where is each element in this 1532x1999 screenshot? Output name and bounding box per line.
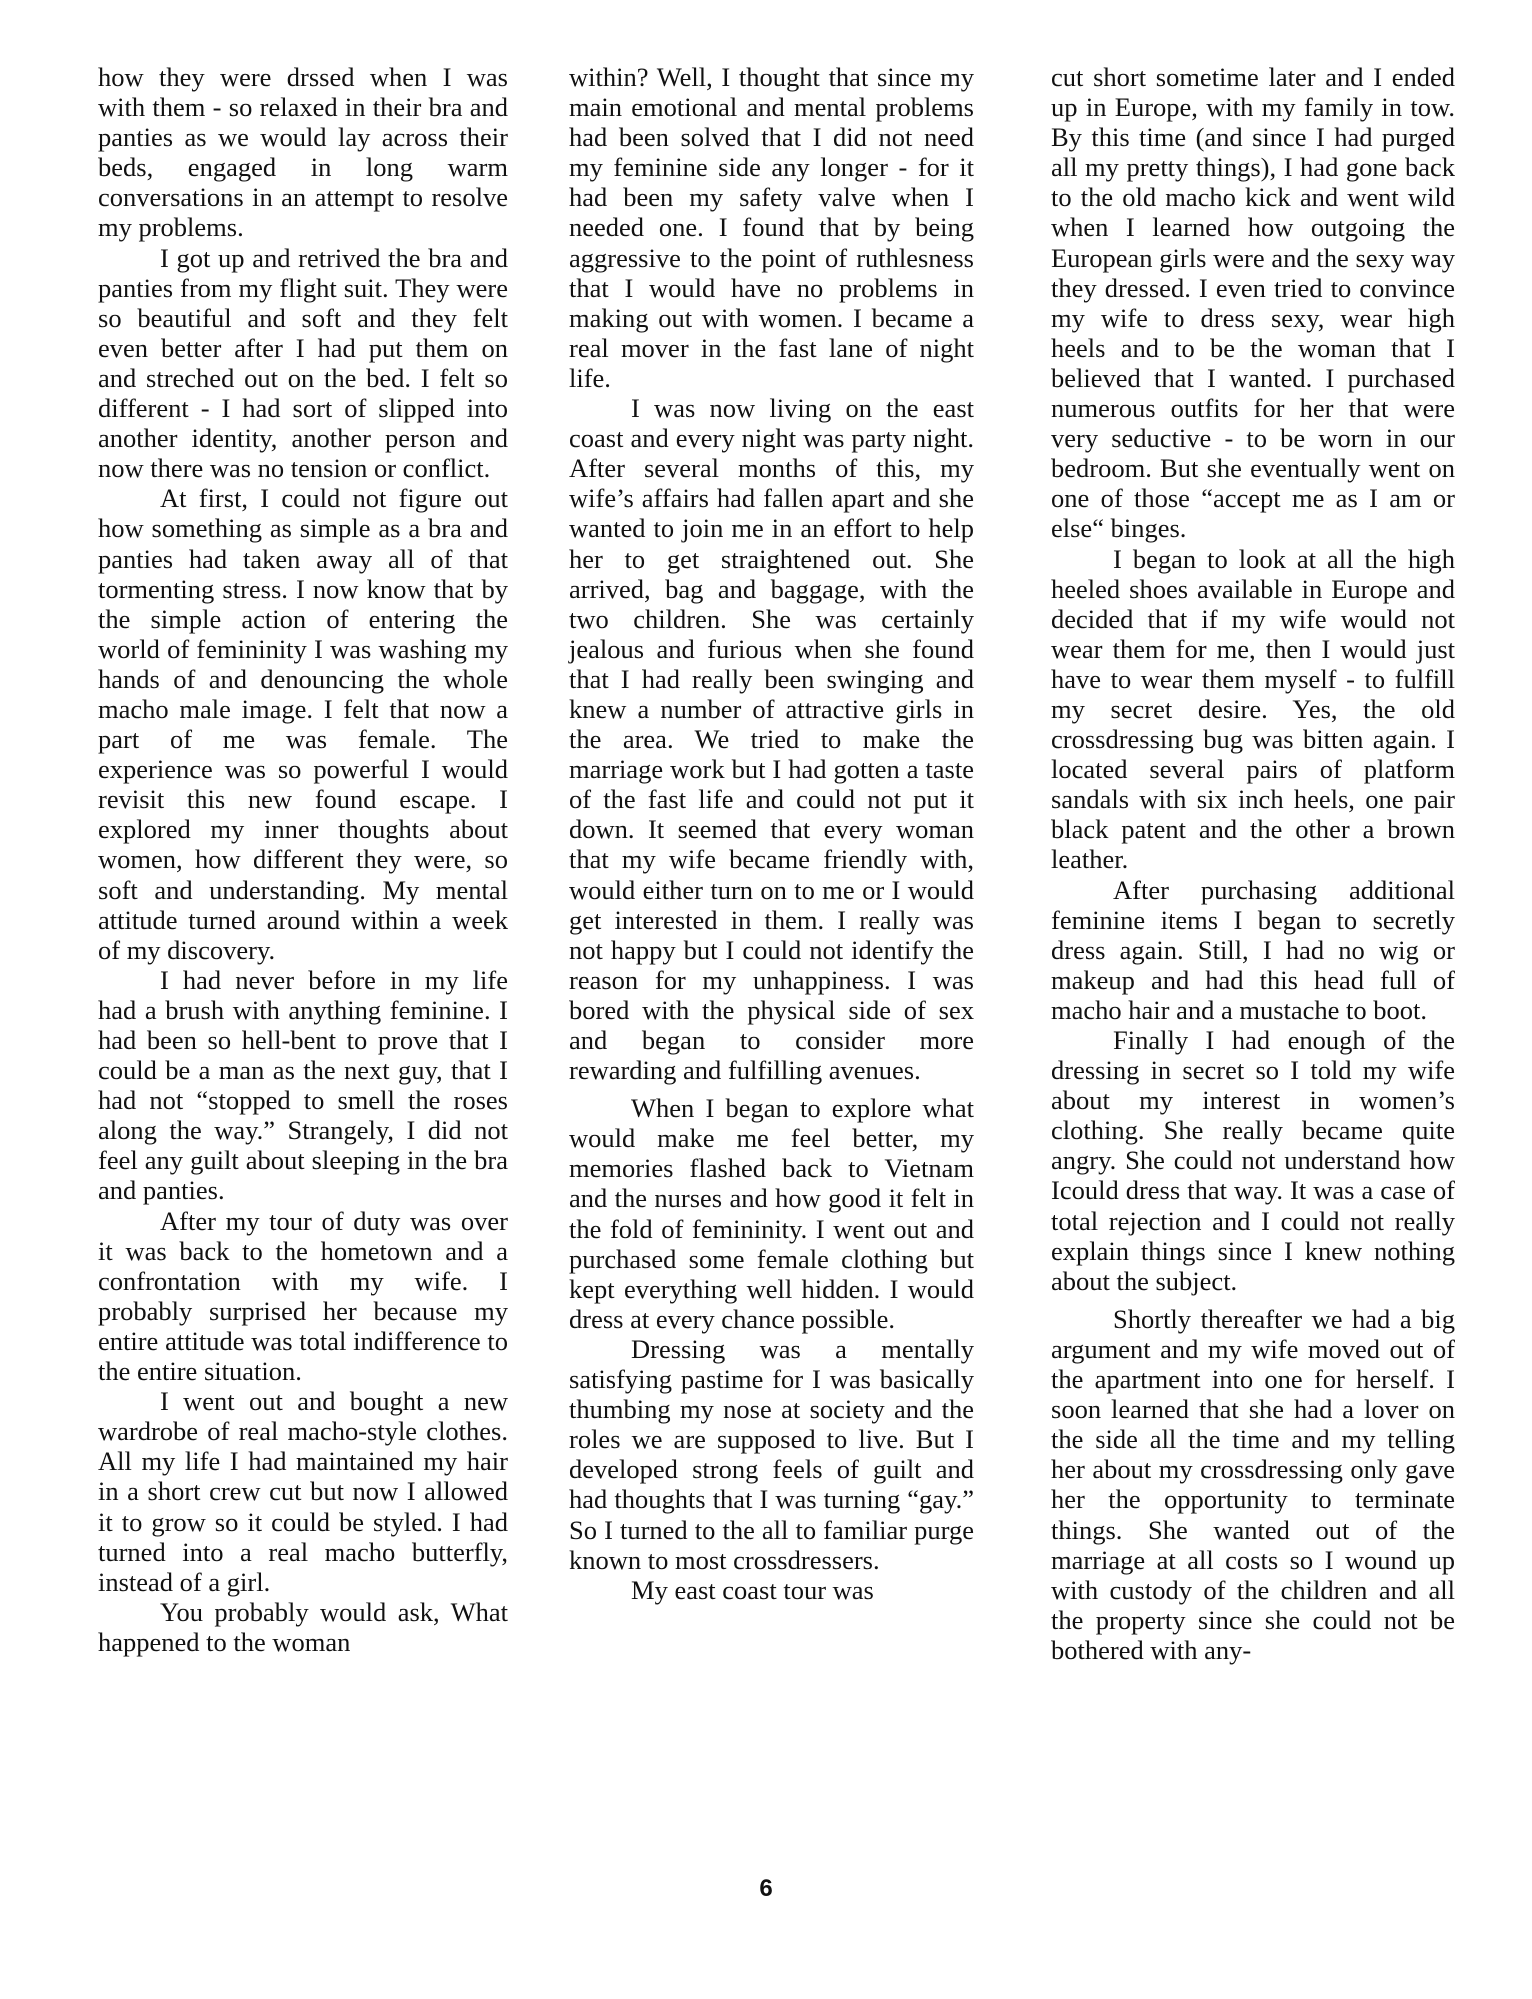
paragraph: how they were drssed when I was with them - so relaxed in their bra and panties as we would lay across their beds, engaged in long warm conversations in an attempt to resolve my problems. bbox=[98, 62, 508, 243]
paragraph: Finally I had enough of the dressing in secret so I told my wife about my interest in women’s clothing. She really became quite angry. She could not understand how Icould dress that way. It was a case of total rejection and I could not really explain things since I knew nothing about the subject. bbox=[1051, 1025, 1455, 1296]
paragraph: At first, I could not figure out how something as simple as a bra and panties had taken away all of that tormenting stress. I now know that by the simple action of entering the world of femininity I was washing my hands of and denouncing the whole macho male image. I felt that now a part of me was female. The experience was so powerful I would revisit this new found escape. I explored my inner thoughts about women, how different they were, so soft and understanding. My mental attitude turned around within a week of my discovery. bbox=[98, 483, 508, 965]
paragraph: You probably would ask, What happened to the woman bbox=[98, 1596, 508, 1657]
paragraph: After purchasing additional feminine items I began to secretly dress again. Still, I had no wig or makeup and had this head full of macho hair and a mustache to boot. bbox=[1051, 874, 1455, 1025]
paragraph: I went out and bought a new wardrobe of real macho-style clothes. All my life I had maintained my hair in a short crew cut but now I allowed it to grow so it could be styled. I had turned into a real macho butterfly, instead of a girl. bbox=[98, 1386, 508, 1597]
paragraph: I was now living on the east coast and every night was party night. After several months of this, my wife’s affairs had fallen apart and she wanted to join me in an effort to help her to get straightened out. She arrived, bag and baggage, with the two children. She was certainly jealous and furious when she found that I had really been swinging and knew a number of attractive girls in the area. We tried to make the marriage work but I had gotten a taste of the fast life and could not put it down. It seemed that every woman that my wife became friendly with, would either turn on to me or I would get interested in them. I really was not happy but I could not identify the reason for my unhappiness. I was bored with the physical side of sex and began to consider more rewarding and fulfilling avenues. bbox=[569, 393, 974, 1086]
paragraph: cut short sometime later and I ended up in Europe, with my family in tow. By this time (and since I had purged all my pretty things), I had gone back to the old macho kick and went wild when I learned how outgoing the European girls were and the sexy way they dressed. I even tried to convince my wife to dress sexy, wear high heels and to be the woman that I believed that I wanted. I purchased numerous outfits for her that were very seductive - to be worn in our bedroom. But she eventually went on one of those “accept me as I am or else“ binges. bbox=[1051, 62, 1455, 544]
paragraph: When I began to explore what would make me feel better, my memories flashed back to Vietnam and the nurses and how good it felt in the fold of femininity. I went out and purchased some female clothing but kept everything well hidden. I would dress at every chance possible. bbox=[569, 1093, 974, 1334]
paragraph: Shortly thereafter we had a big argument and my wife moved out of the apartment into one for herself. I soon learned that she had a lover on the side all the time and my telling her about my crossdressing only gave her the opportunity to terminate things. She wanted out of the marriage at all costs so I wound up with custody of the children and all the property since she could not be bothered with any- bbox=[1051, 1303, 1455, 1665]
text-column-3 bbox=[1051, 62, 1455, 1665]
page-number: 6 bbox=[759, 1875, 773, 1902]
paragraph: I had never before in my life had a brush with anything feminine. I had been so hell-bent to prove that I could be a man as the next guy, that I had not “stopped to smell the roses along the way.” Strangely, I did not feel any guilt about sleeping in the bra and panties. bbox=[98, 964, 508, 1206]
text-column-1 bbox=[98, 62, 508, 1657]
paragraph: Dressing was a mentally satisfying pastime for I was basically thumbing my nose at society and the roles we are supposed to live. But I developed strong feels of guilt and had thoughts that I was turning “gay.” So I turned to the all to familiar purge known to most crossdressers. bbox=[569, 1333, 974, 1575]
paragraph: My east coast tour was bbox=[631, 1574, 874, 1605]
paragraph: within? Well, I thought that since my main emotional and mental problems had been solved that I did not need my feminine side any longer - for it had been my safety valve when I needed one. I found that by being aggressive to the point of ruthlesness that I would have no problems in making out with women. I became a real mover in the fast lane of night life. bbox=[569, 62, 974, 393]
paragraph: I got up and retrived the bra and panties from my flight suit. They were so beautiful and soft and they felt even better after I had put them on and streched out on the bed. I felt so different - I had sort of slipped into another identity, another person and now there was no tension or conflict. bbox=[98, 242, 508, 484]
paragraph: After my tour of duty was over it was back to the hometown and a confrontation with my wife. I probably surprised her because my entire attitude was total indifference to the entire situation. bbox=[98, 1205, 508, 1387]
paragraph: I began to look at all the high heeled shoes available in Europe and decided that if my wife would not wear them for me, then I would just have to wear them myself - to fulfill my secret desire. Yes, the old crossdressing bug was bitten again. I located several pairs of platform sandals with six inch heels, one pair black patent and the other a brown leather. bbox=[1051, 543, 1455, 875]
text-column-2 bbox=[569, 62, 974, 1605]
